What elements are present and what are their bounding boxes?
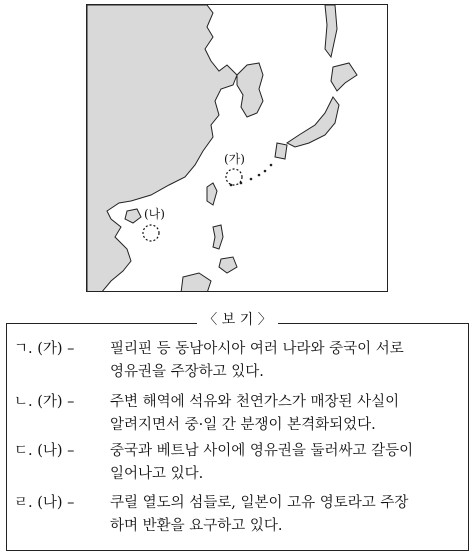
choice-marker: ㄴ. (가) – <box>14 394 75 410</box>
choice-marker: ㄱ. (가) – <box>14 341 75 357</box>
region-ga-circle <box>226 169 242 185</box>
choice-marker: ㄷ. (나) – <box>14 443 75 459</box>
choice-text-line2: 일어나고 있다. <box>110 466 204 482</box>
bogi-title <box>0 312 475 328</box>
sakhalin <box>325 5 337 57</box>
honshu <box>287 97 339 147</box>
hainan-island <box>125 209 141 223</box>
map-figure <box>86 4 388 292</box>
kyushu <box>275 143 287 159</box>
choice-item <box>14 492 460 538</box>
region-na-label: (나) <box>144 207 165 221</box>
choice-text-line1: 쿠릴 열도의 섬들로, 일본이 고유 영토라고 주장 <box>110 495 409 511</box>
luzon <box>213 225 223 249</box>
taiwan-island <box>207 183 217 205</box>
korean-peninsula <box>237 63 263 117</box>
hokkaido <box>331 63 357 91</box>
choice-text-line2: 알려지면서 중·일 간 분쟁이 본격화되었다. <box>110 417 376 433</box>
choice-text-line2: 하며 반환을 요구하고 있다. <box>110 518 283 534</box>
mainland-coast <box>87 5 237 292</box>
bogi-title-text: 〈 보 기 〉 <box>197 312 277 328</box>
choice-item <box>14 440 460 486</box>
region-na-circle <box>143 225 159 241</box>
choice-item <box>14 391 460 437</box>
east-asia-map <box>87 5 388 292</box>
choice-item <box>14 338 460 384</box>
choice-text-line1: 필리핀 등 동남아시아 여러 나라와 중국이 서로 <box>110 341 404 357</box>
borneo <box>181 273 211 292</box>
mindanao <box>219 257 237 273</box>
ryukyu-islands <box>230 164 273 187</box>
choice-text-line2: 영유권을 주장하고 있다. <box>110 364 264 380</box>
choice-text-line1: 중국과 베트남 사이에 영유권을 둘러싸고 갈등이 <box>110 443 414 459</box>
region-ga-label: (가) <box>224 152 245 166</box>
choice-text-line1: 주변 해역에 석유와 천연가스가 매장된 사실이 <box>110 394 400 410</box>
choice-marker: ㄹ. (나) – <box>14 495 75 511</box>
